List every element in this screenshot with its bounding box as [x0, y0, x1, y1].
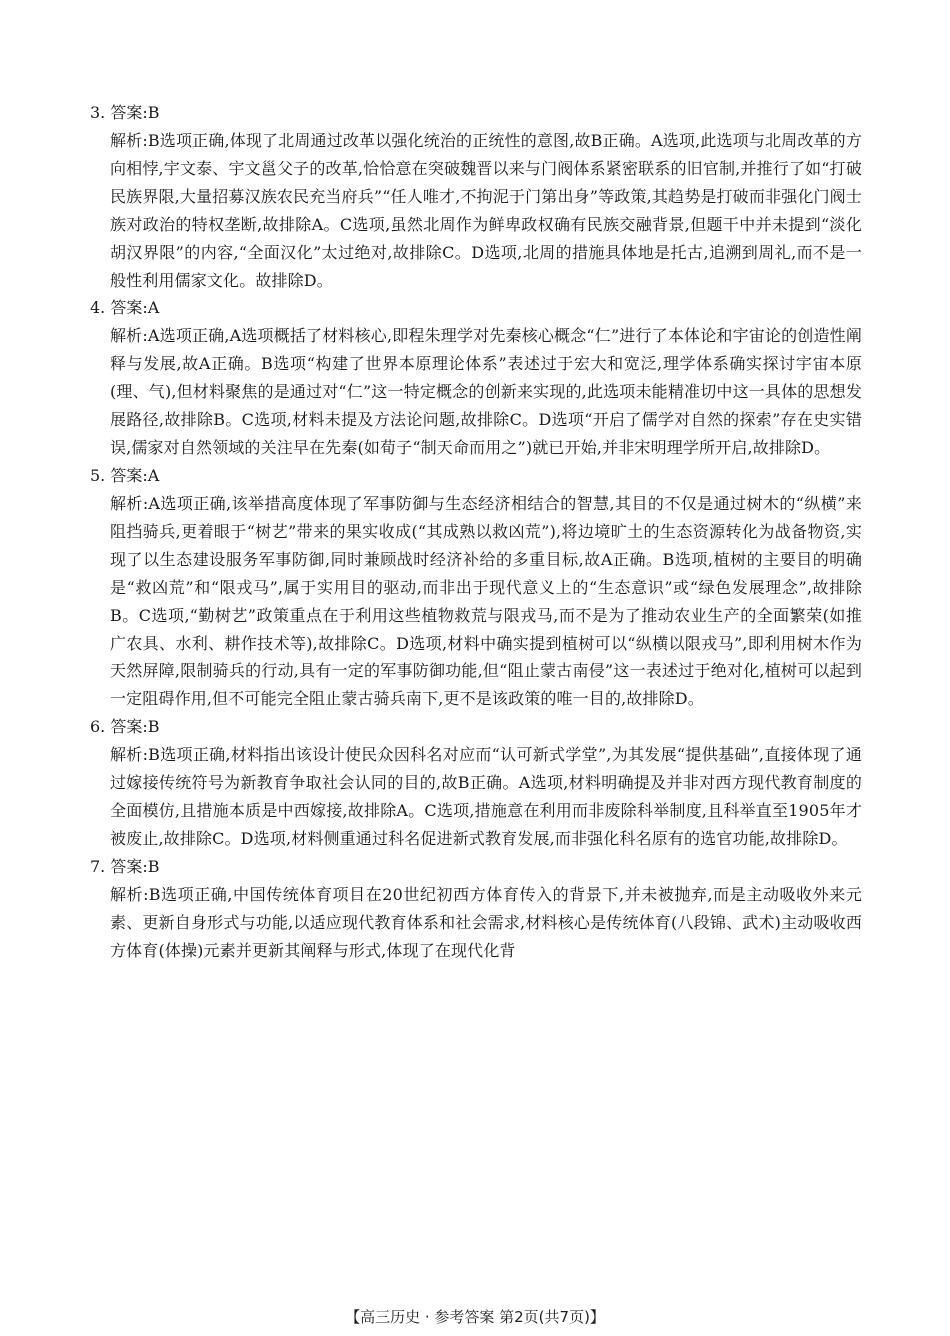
analysis-q6: 解析:B选项正确,材料指出该设计使民众因科名对应而“认可新式学堂”,为其发展“提供基础”,直接体现了通过嫁接传统符号为新教育争取社会认同的目的,故B正确。A选项,材料明确提及并非对西方现代教育制度的全面模仿,且措施本质是中西嫁接,故排除A。C选项,措施意在利用而非废除科举制度,且科举直至1905年才被废止,故排除C。D选项,材料侧重通过科名促进新式教育发展,而非强化科名原有的选官功能,故排除D。 [110, 745, 862, 848]
answer-label-q6: 6. 答案:B [90, 717, 160, 737]
analysis-q5: 解析:A选项正确,该举措高度体现了军事防御与生态经济相结合的智慧,其目的不仅是通过树木的“纵横”来阻挡骑兵,更着眼于“树艺”带来的果实收成(“其成熟以救凶荒”),将边境旷土的生态资源转化为战备物资,实现了以生态建设服务军事防御,同时兼顾战时经济补给的多重目标,故A正确。B选项,植树的主要目的明确是“救凶荒”和“限戎马”,属于实用目的驱动,而非出于现代意义上的“生态意识”或“绿色发展理念”,故排除B。C选项,“勤树艺”政策重点在于利用这些植物救荒与限戎马,而不是为了推动农业生产的全面繁荣(如推广农具、水利、耕作技术等),故排除C。D选项,材料中确实提到植树可以“纵横以限戎马”,即利用树木作为天然屏障,限制骑兵的行动,具有一定的军事防御功能,但“阻止蒙古南侵”这一表述过于绝对化,植树可以起到一定阻碍作用,但不可能完全阻止蒙古骑兵南下,更不是该政策的唯一目的,故排除D。 [110, 493, 862, 709]
analysis-q3: 解析:B选项正确,体现了北周通过改革以强化统治的正统性的意图,故B正确。A选项,此选项与北周改革的方向相悖,宇文泰、宇文邕父子的改革,恰恰意在突破魏晋以来与门阀体系紧密联系的旧官制,并推行了如“打破民族界限,大量招募汉族农民充当府兵”“任人唯才,不拘泥于门第出身”等政策,其趋势是打破而非强化门阀士族对政治的特权垄断,故排除A。C选项,虽然北周作为鲜卑政权确有民族交融背景,但题干中并未提到“淡化胡汉界限”的内容,“全面汉化”太过绝对,故排除C。D选项,北周的措施具体地是托古,追溯到周礼,而不是一般性利用儒家文化。故排除D。 [110, 131, 862, 290]
analysis-q4: 解析:A选项正确,A选项概括了材料核心,即程朱理学对先秦核心概念“仁”进行了本体论和宇宙论的创造性阐释与发展,故A正确。B选项“构建了世界本原理论体系”表述过于宏大和宽泛,理学体系确实探讨宇宙本原(理、气),但材料聚焦的是通过对“仁”这一特定概念的创新来实现的,此选项未能精准切中这一具体的思想发展路径,故排除B。C选项,材料未提及方法论问题,故排除C。D选项“开启了儒学对自然的探索”存在史实错误,儒家对自然领域的关注早在先秦(如荀子“制天命而用之”)就已开始,并非宋明理学所开启,故排除D。 [110, 326, 862, 458]
answer-label-q4: 4. 答案:A [90, 298, 160, 318]
analysis-q7: 解析:B选项正确,中国传统体育项目在20世纪初西方体育传入的背景下,并未被抛弃,而是主动吸收外来元素、更新自身形式与功能,以适应现代教育体系和社会需求,材料核心是传统体育(八段锦、武术)主动吸收西方体育(体操)元素并更新其阐释与形式,体现了在现代化背 [110, 884, 862, 960]
answer-label-q3: 3. 答案:B [90, 103, 160, 122]
answer-label-q7: 7. 答案:B [90, 856, 160, 876]
answer-explanations [90, 99, 862, 965]
page-footer: 【高三历史 · 参考答案 第2页(共7页)】 [345, 1308, 605, 1326]
answer-label-q5: 5. 答案:A [90, 465, 160, 485]
